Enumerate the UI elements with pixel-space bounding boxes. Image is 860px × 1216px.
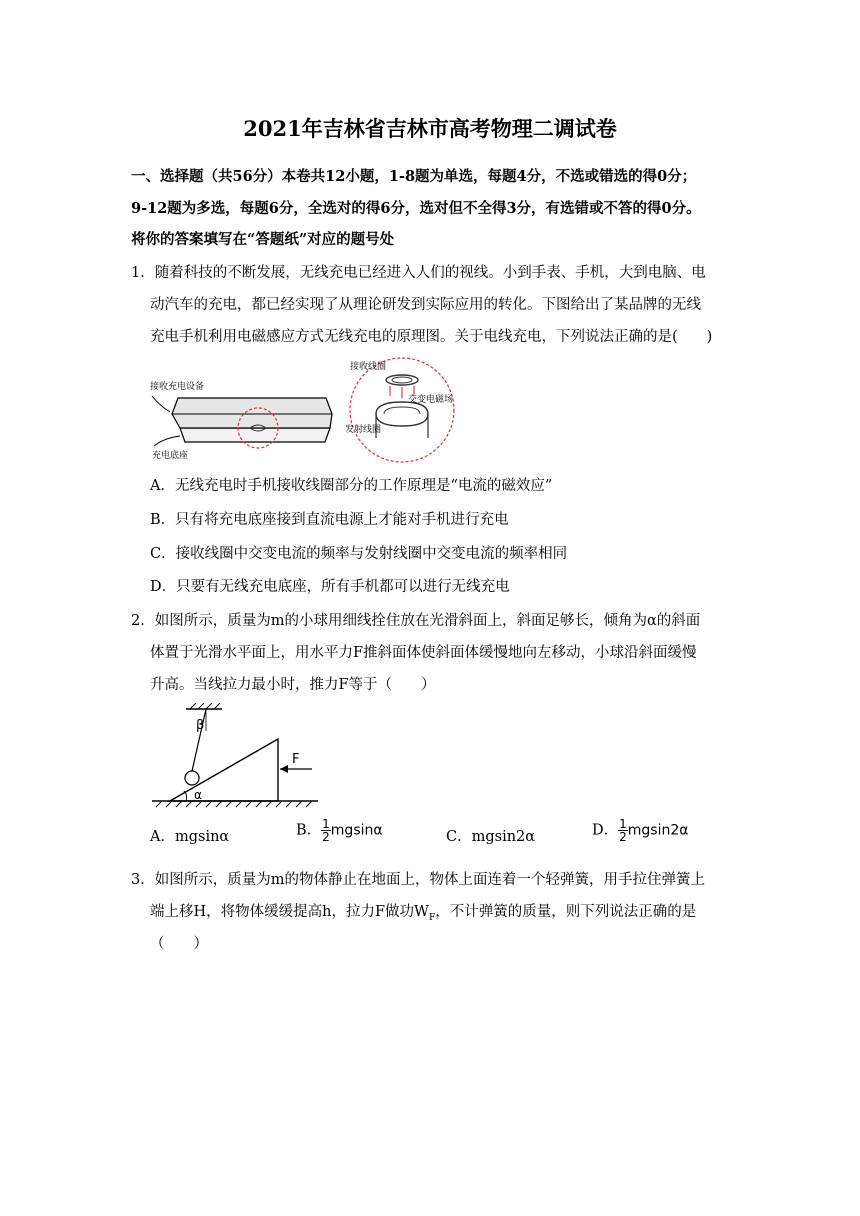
q2-option-c[interactable]: C．mgsin2α: [446, 829, 536, 845]
section-instructions-line2: 9-12题为多选，每题6分，全选对的得6分，选对但不全得3分，有选错或不答的得0分。: [131, 200, 701, 217]
angle-beta: β: [196, 718, 205, 733]
q1-stem-line1: 1．随着科技的不断发展，无线充电已经进入人们的视线。小到手表、手机，大到电脑、电: [131, 265, 706, 281]
q2-option-d-prefix: D．: [592, 822, 619, 839]
q1-option-a[interactable]: A．无线充电时手机接收线圈部分的工作原理是“电流的磁效应”: [150, 478, 553, 494]
half-fraction: $\frac{1}{2}$: [322, 817, 330, 844]
q2-stem-line2: 体置于光滑水平面上，用水平力F推斜面体使斜面体缓慢地向左移动，小球沿斜面缓慢: [150, 645, 697, 661]
q2-stem-line3: 升高。当线拉力最小时，推力F等于（ ）: [150, 677, 436, 693]
wireless-charging-diagram: [140, 356, 470, 464]
label-transmitting-coil: 发射线圈: [345, 425, 382, 435]
q2-stem-line1: 2．如图所示，质量为m的小球用细线拴住放在光滑斜面上，斜面足够长，倾角为α的斜面: [131, 613, 701, 629]
label-receiving-coil: 接收线圈: [350, 362, 387, 372]
page-title: 2021年吉林省吉林市高考物理二调试卷: [243, 116, 617, 141]
q2-option-b-prefix: B．: [296, 822, 322, 839]
q2-option-d-expr: mgsin2α: [627, 822, 689, 839]
q1-stem-line2: 动汽车的充电，都已经实现了从理论研发到实际应用的转化。下图给出了某品牌的无线: [150, 297, 701, 313]
force-label: F: [292, 752, 300, 767]
half-fraction: $\frac{1}{2}$: [619, 817, 627, 844]
q2-option-b-expr: mgsinα: [330, 822, 383, 839]
q1-option-d[interactable]: D．只要有无线充电底座，所有手机都可以进行无线充电: [150, 579, 510, 595]
incline-diagram: [150, 703, 320, 813]
label-alternating-field: 交变电磁场: [408, 395, 454, 405]
label-base: 充电底座: [152, 451, 189, 461]
section-instructions-line1: 一、选择题（共56分）本卷共12小题，1-8题为单选，每题4分，不选或错选的得0分；: [131, 168, 697, 185]
q3-stem-line2: 端上移H，将物体缓缓提高h，拉力F做功$W_F$，不计弹簧的质量，则下列说法正确的是: [150, 904, 697, 923]
angle-alpha: α: [194, 788, 202, 802]
q2-option-b[interactable]: [296, 818, 383, 843]
q3-stem-line3: （ ）: [150, 936, 208, 952]
q1-option-c[interactable]: C．接收线圈中交变电流的频率与发射线圈中交变电流的频率相同: [150, 546, 568, 562]
q1-stem-line3: 充电手机利用电磁感应方式无线充电的原理图。关于电线充电，下列说法正确的是( ): [150, 329, 713, 345]
section-instructions-line3: 将你的答案填写在“答题纸”对应的题号处: [131, 231, 395, 248]
q2-option-d[interactable]: [592, 818, 689, 843]
q2-option-a[interactable]: A．mgsinα: [150, 829, 230, 845]
q1-option-b[interactable]: B．只有将充电底座接到直流电源上才能对手机进行充电: [150, 512, 509, 528]
q3-stem-line1: 3．如图所示，质量为m的物体静止在地面上，物体上面连着一个轻弹簧，用手拉住弹簧上: [131, 872, 705, 888]
label-receiver: 接收充电设备: [150, 382, 205, 392]
